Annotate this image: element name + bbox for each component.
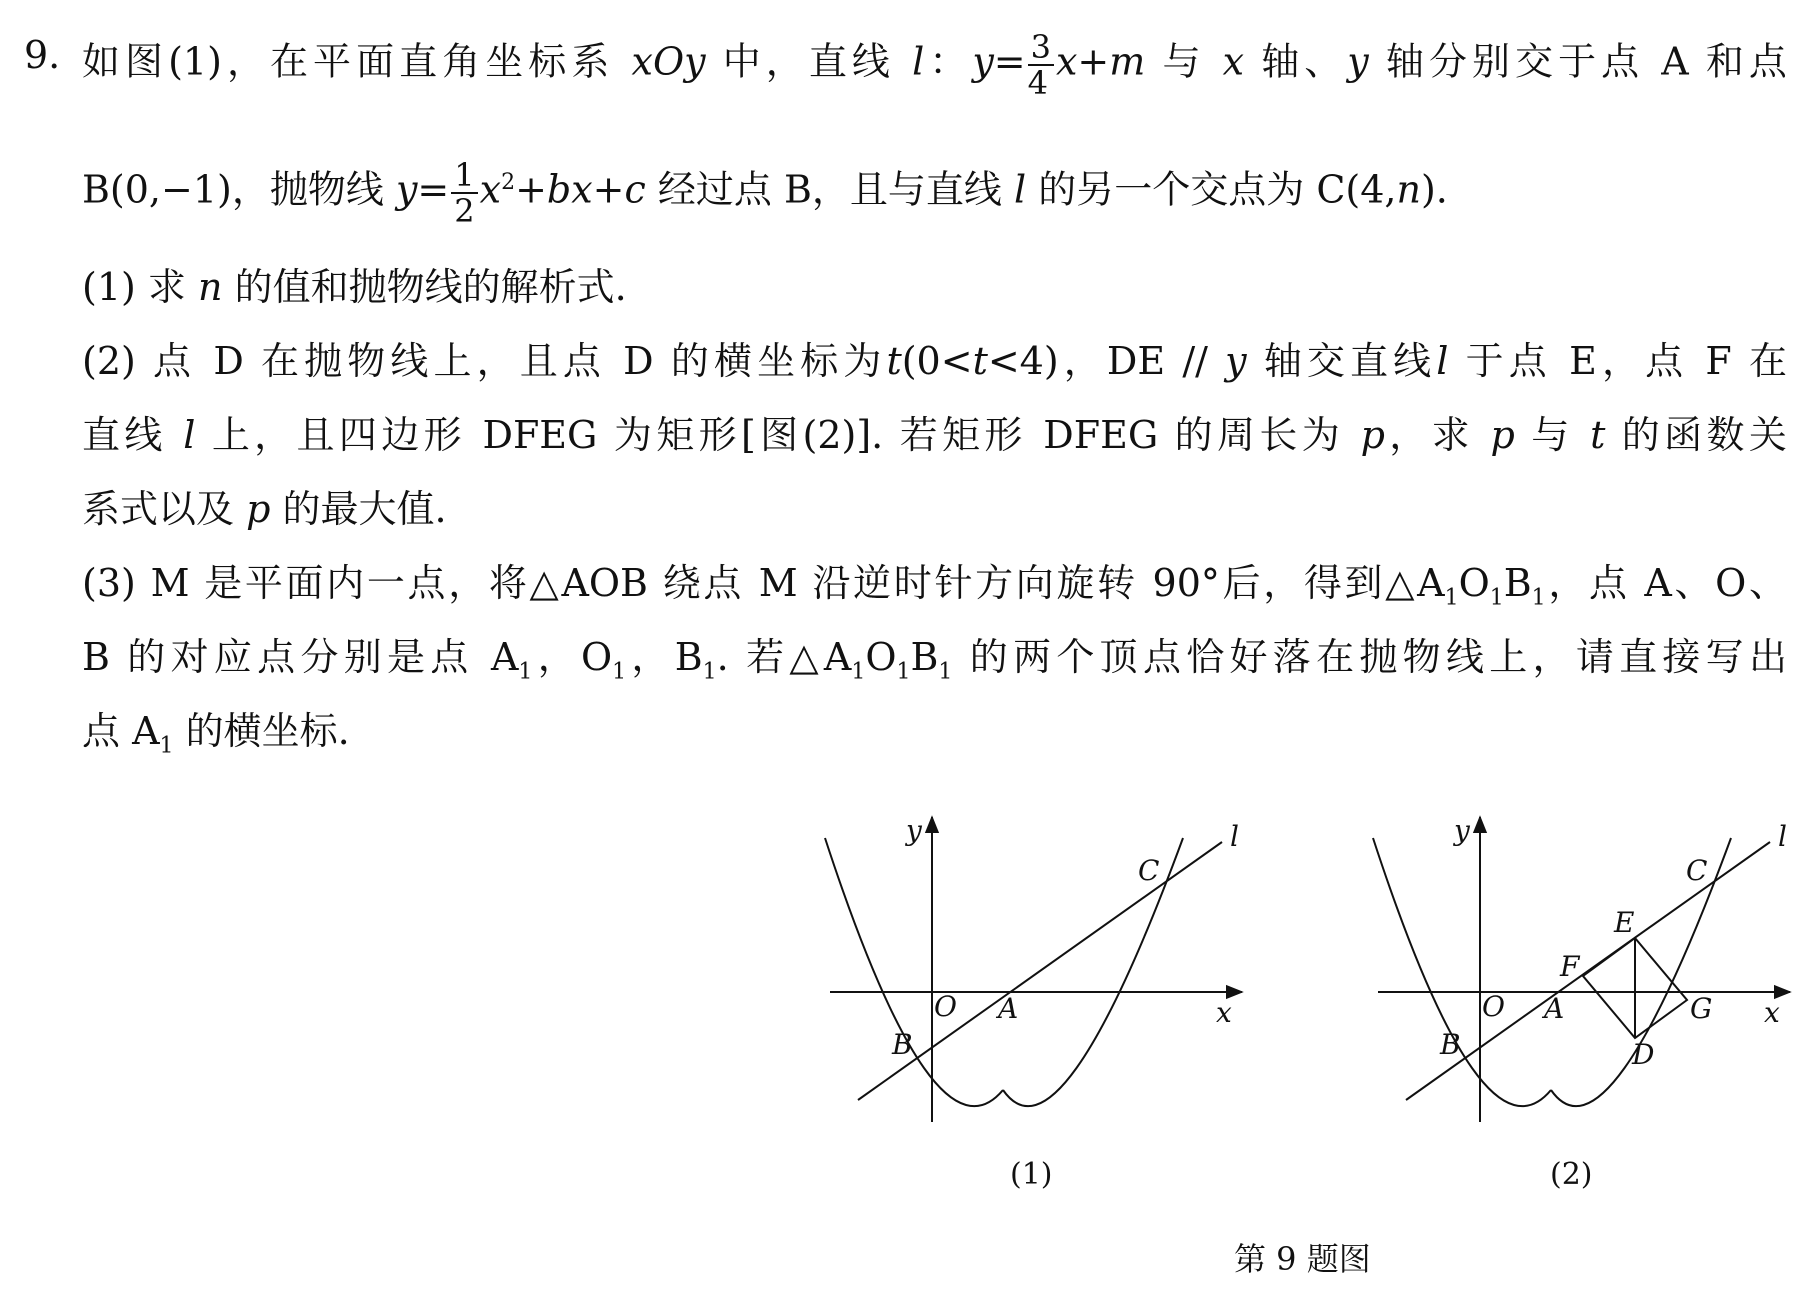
fig1-label-O: O xyxy=(934,990,957,1023)
text: <4)，DE // xyxy=(987,339,1226,383)
superscript: 2 xyxy=(501,170,516,195)
math: xOy xyxy=(631,39,706,84)
math: n xyxy=(1396,167,1421,212)
math: t xyxy=(972,339,988,383)
text: (1) 求 xyxy=(82,265,186,309)
text: 轴分别交于点 A 和点 xyxy=(1385,39,1787,84)
fig1-label-y: y xyxy=(906,814,922,847)
parabola-1 xyxy=(825,838,1183,1106)
fig1-label-l: l xyxy=(1230,820,1239,853)
question-number: 9. xyxy=(24,33,61,77)
figure-1-labels xyxy=(891,814,1239,1061)
denominator: 4 xyxy=(1027,64,1048,102)
subscript: 1 xyxy=(938,659,953,685)
math: p xyxy=(1360,413,1385,457)
text: 如图(1)，在平面直角坐标系 xyxy=(82,39,615,84)
text: B xyxy=(1503,561,1532,605)
fig1-label-B: B xyxy=(892,1028,913,1061)
math: y= xyxy=(972,39,1026,84)
text: ). xyxy=(1420,167,1448,212)
text: 上，且四边形 DFEG 为矩形[图(2)]. 若矩形 DFEG 的周长为 xyxy=(211,413,1345,457)
text: 中，直线 xyxy=(722,39,895,84)
math: t xyxy=(886,339,902,383)
math: y xyxy=(1347,39,1369,84)
fig1-label-x: x xyxy=(1216,996,1232,1029)
text: ，求 xyxy=(1384,413,1474,457)
denominator: 2 xyxy=(454,192,475,231)
subscript: 1 xyxy=(159,733,174,759)
text: 的横坐标. xyxy=(185,709,350,753)
subscript: 1 xyxy=(518,659,533,685)
subscript: 1 xyxy=(1531,585,1546,611)
numerator: 1 xyxy=(451,158,477,194)
subscript: 1 xyxy=(1444,585,1459,611)
text: 经过点 B，且与直线 xyxy=(657,167,1002,212)
fig2-label-O: O xyxy=(1482,990,1505,1023)
text: 的值和抛物线的解析式. xyxy=(234,265,627,309)
fig2-label-y: y xyxy=(1454,814,1470,847)
math: y= xyxy=(395,167,450,212)
fig2-label-G: G xyxy=(1690,992,1713,1025)
fig2-label-B: B xyxy=(1440,1028,1461,1061)
text: O xyxy=(1458,561,1490,605)
math: l xyxy=(183,413,196,457)
text: 的函数关 xyxy=(1621,413,1787,457)
math: n xyxy=(198,265,223,309)
text: (0< xyxy=(901,339,973,383)
text: 与 xyxy=(1531,413,1574,457)
subscript: 1 xyxy=(1489,585,1504,611)
text: ： xyxy=(924,39,973,84)
fig1-label-C: C xyxy=(1138,854,1160,887)
text: . 若△A xyxy=(716,635,852,679)
subscript: 1 xyxy=(702,659,717,685)
math: x xyxy=(479,167,502,212)
math: l xyxy=(912,39,925,84)
subscript: 1 xyxy=(851,659,866,685)
text: 直线 xyxy=(82,413,167,457)
fig2-label-D: D xyxy=(1632,1038,1655,1071)
math: x+m xyxy=(1055,39,1146,84)
math: +bx+c xyxy=(515,167,646,212)
fig2-label-A: A xyxy=(1544,992,1565,1025)
subscript: 1 xyxy=(896,659,911,685)
fig2-label-l: l xyxy=(1778,820,1787,853)
text: 于点 E，点 F 在 xyxy=(1465,339,1787,383)
text: B xyxy=(910,635,939,679)
math: l xyxy=(1436,339,1449,383)
line-l-2 xyxy=(1406,842,1770,1100)
text: 的最大值. xyxy=(282,487,447,531)
text: B(0,−1)，抛物线 xyxy=(82,167,384,212)
numerator: 3 xyxy=(1028,30,1054,66)
text: 轴、 xyxy=(1261,39,1348,84)
text: 的另一个交点为 C(4, xyxy=(1038,167,1397,212)
fig2-label-E: E xyxy=(1614,906,1635,939)
text: O xyxy=(865,635,897,679)
math: p xyxy=(246,487,271,531)
text: 点 A xyxy=(82,709,160,753)
text: ，O xyxy=(532,635,613,679)
fig2-label-x: x xyxy=(1764,996,1780,1029)
figure-1 xyxy=(825,817,1242,1122)
parabola-2 xyxy=(1373,838,1731,1106)
math: x xyxy=(1222,39,1245,84)
fig2-label-F: F xyxy=(1560,950,1580,983)
figure-2-labels xyxy=(1439,814,1787,1071)
figure-2-caption: (2) xyxy=(1550,1157,1593,1192)
text: 轴交直线 xyxy=(1263,339,1437,383)
text: ，B xyxy=(626,635,703,679)
figure-1-caption: (1) xyxy=(1010,1157,1053,1192)
fig2-label-C: C xyxy=(1686,854,1708,887)
line-l-1 xyxy=(858,842,1222,1100)
math: y xyxy=(1225,339,1247,383)
math: l xyxy=(1013,167,1027,212)
text: 系式以及 xyxy=(82,487,235,531)
text: B 的对应点分别是点 A xyxy=(82,635,519,679)
math: p xyxy=(1490,413,1515,457)
subscript: 1 xyxy=(612,659,627,685)
text: ，点 A、O、 xyxy=(1545,561,1787,605)
math: t xyxy=(1590,413,1606,457)
text: 与 xyxy=(1162,39,1206,84)
figure-2 xyxy=(1373,817,1790,1122)
figure-group-caption: 第 9 题图 xyxy=(1234,1240,1371,1278)
text: 的两个顶点恰好落在抛物线上，请直接写出 xyxy=(969,635,1787,679)
text: (2) 点 D 在抛物线上，且点 D 的横坐标为 xyxy=(82,339,887,383)
fig1-label-A: A xyxy=(998,992,1019,1025)
text: (3) M 是平面内一点，将△AOB 绕点 M 沿逆时针方向旋转 90°后，得到△A xyxy=(82,561,1445,605)
